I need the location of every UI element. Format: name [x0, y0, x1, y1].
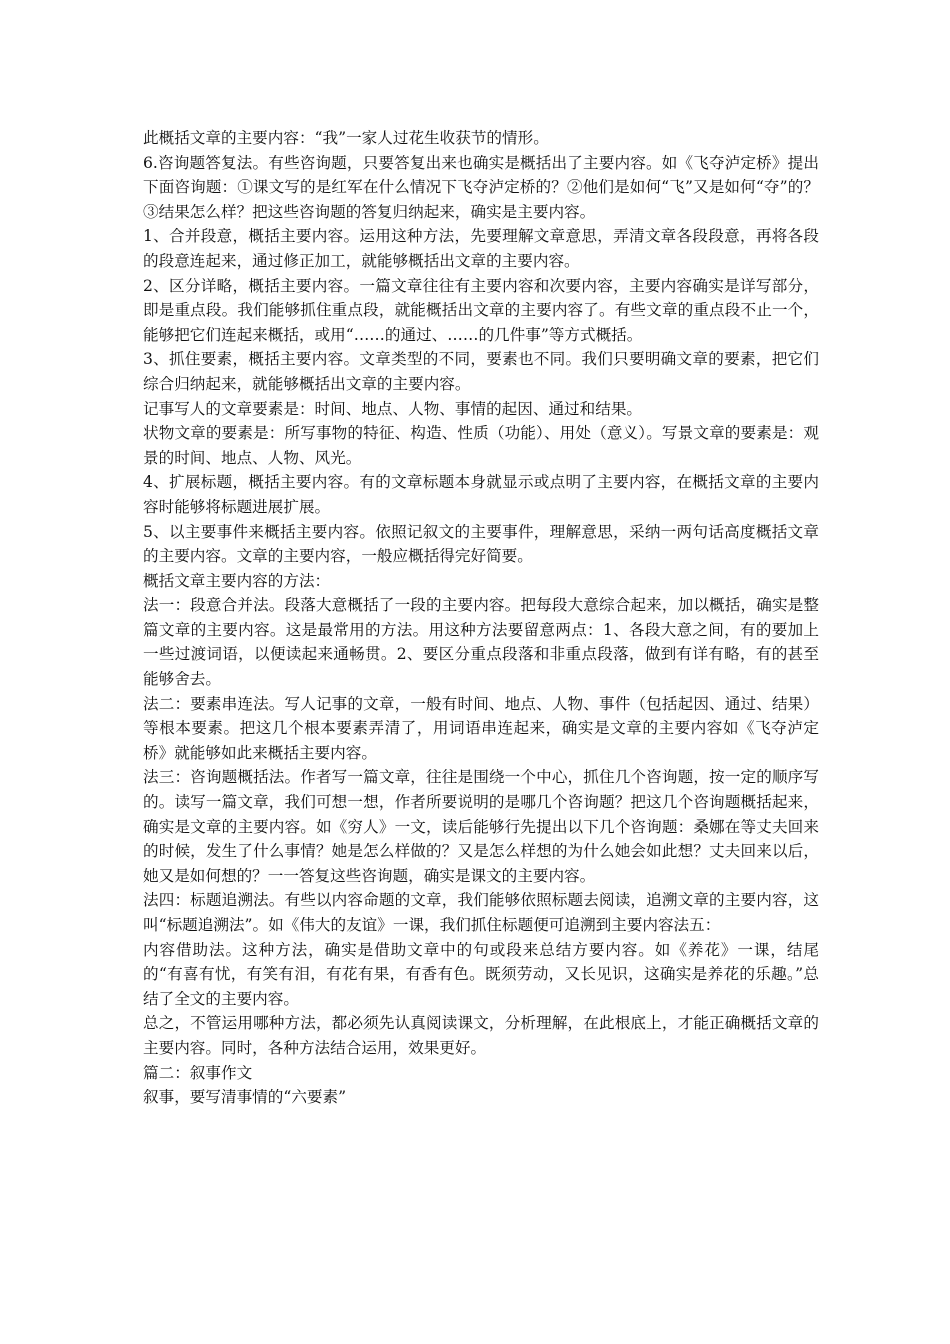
- paragraph: 法四：标题追溯法。有些以内容命题的文章，我们能够依照标题去阅读，追溯文章的主要内容，这叫“标题追溯法”。如《伟大的友谊》一课，我们抓住标题便可追溯到主要内容法五：: [143, 891, 819, 934]
- paragraph: 法二：要素串连法。写人记事的文章，一般有时间、地点、人物、事件（包括起因、通过、结果）等根本要素。把这几个根本要素弄清了，用词语串连起来，确实是文章的主要内容如《飞夺泸定桥》就能够如此来概括主要内容。: [143, 694, 819, 762]
- paragraph: 总之，不管运用哪种方法，都必须先认真阅读课文，分析理解，在此根底上，才能正确概括文章的主要内容。同时，各种方法结合运用，效果更好。: [143, 1014, 819, 1057]
- section-heading: 篇二：叙事作文: [143, 1063, 253, 1082]
- paragraph: 法三：咨询题概括法。作者写一篇文章，往往是围绕一个中心，抓住几个咨询题，按一定的顺序写的。读写一篇文章，我们可想一想，作者所要说明的是哪几个咨询题？把这几个咨询题概括起来，确实是文章的主要内容。如《穷人》一文，读后能够行先提出以下几个咨询题：桑娜在等丈夫回来的时候，发生了什么事情？她是怎么样做的？又是怎么样想的为什么她会如此想？丈夫回来以后，她又是如何想的？一一答复这些咨询题，确实是课文的主要内容。: [143, 768, 819, 885]
- paragraph: 此概括文章的主要内容：“我”一家人过花生收获节的情形。: [143, 129, 549, 147]
- document-page: [143, 126, 819, 1110]
- paragraph: 叙事，要写清事情的“六要素”: [143, 1088, 347, 1107]
- paragraph: 1、合并段意，概括主要内容。运用这种方法，先要理解文章意思，弄清文章各段段意，再将各段的段意连起来，通过修正加工，就能够概括出文章的主要内容。: [143, 227, 819, 270]
- paragraph: 5、以主要事件来概括主要内容。依照记叙文的主要事件，理解意思，采纳一两句话高度概括文章的主要内容。文章的主要内容，一般应概括得完好简要。: [143, 522, 819, 566]
- paragraph: 记事写人的文章要素是：时间、地点、人物、事情的起因、通过和结果。: [143, 399, 643, 418]
- paragraph: 法一：段意合并法。段落大意概括了一段的主要内容。把每段大意综合起来，加以概括，确实是整篇文章的主要内容。这是最常用的方法。用这种方法要留意两点：1、各段大意之间，有的要加上一些过渡词语，以便读起来通畅贯。2、要区分重点段落和非重点段落，做到有详有略，有的甚至能够舍去。: [143, 596, 819, 689]
- paragraph: 2、区分详略，概括主要内容。一篇文章往往有主要内容和次要内容，主要内容确实是详写部分，即是重点段。我们能够抓住重点段，就能概括出文章的主要内容了。有些文章的重点段不止一个，能够把它们连起来概括，或用“……的通过、……的几件事”等方式概括。: [143, 276, 819, 344]
- paragraph: 4、扩展标题，概括主要内容。有的文章标题本身就显示或点明了主要内容，在概括文章的主要内容时能够将标题进展扩展。: [143, 473, 819, 516]
- paragraph: 概括文章主要内容的方法：: [143, 571, 331, 590]
- paragraph: 状物文章的要素是：所写事物的特征、构造、性质（功能）、用处（意义）。写景文章的要素是：观景的时间、地点、人物、风光。: [143, 424, 819, 467]
- paragraph: 6.咨询题答复法。有些咨询题，只要答复出来也确实是概括出了主要内容。如《飞夺泸定桥》提出下面咨询题：①课文写的是红军在什么情况下飞夺泸定桥的？②他们是如何“飞”又是如何“夺”的？③结果怎么样？把这些咨询题的答复归纳起来，确实是主要内容。: [143, 153, 819, 221]
- paragraph: 3、抓住要素，概括主要内容。文章类型的不同，要素也不同。我们只要明确文章的要素，把它们综合归纳起来，就能够概括出文章的主要内容。: [143, 350, 819, 393]
- paragraph: 内容借助法。这种方法，确实是借助文章中的句或段来总结方要内容。如《养花》一课，结尾的“有喜有忧，有笑有泪，有花有果，有香有色。既须劳动，又长见识，这确实是养花的乐趣。”总结了全文的主要内容。: [143, 940, 819, 1008]
